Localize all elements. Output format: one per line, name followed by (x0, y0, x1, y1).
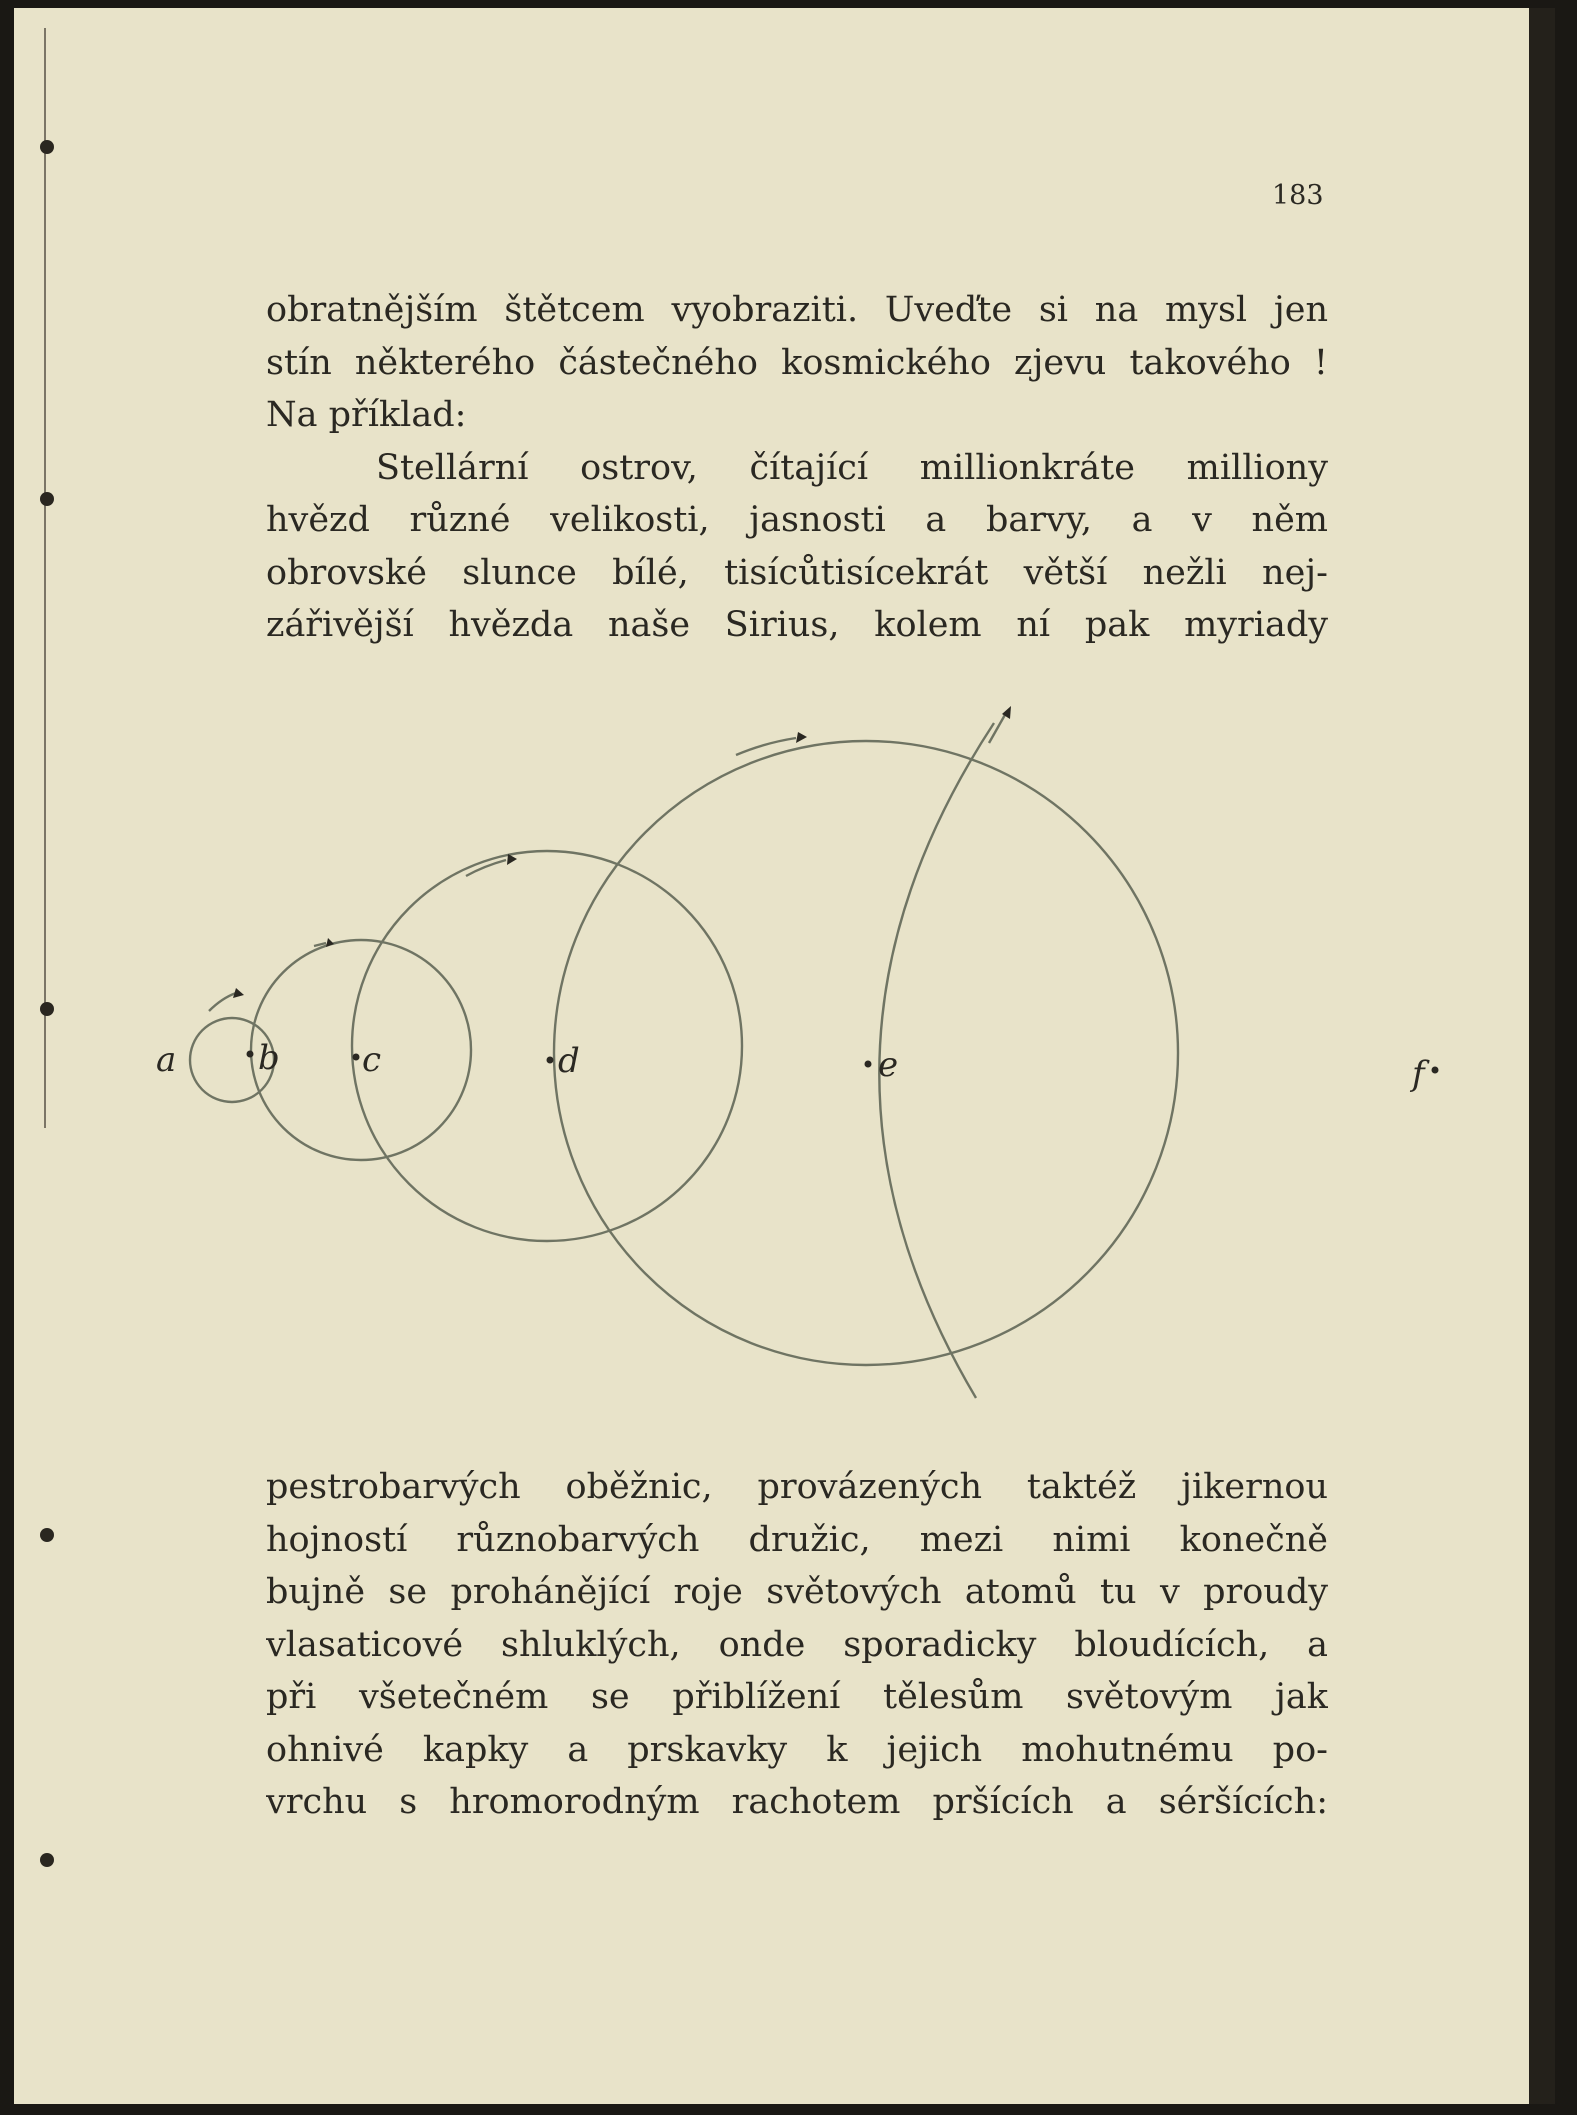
text-line: hvězd různé velikosti, jasnosti a barvy, a v něm (266, 500, 1328, 540)
arrowhead-icon (507, 854, 517, 865)
orbit-arrow-c (466, 860, 506, 876)
arrowhead-icon (233, 988, 244, 998)
text-line: obrovské slunce bílé, tisícůtisícekrát větší nežli nej- (266, 552, 1328, 593)
center-dot-b (247, 1051, 254, 1058)
text-line: Na příklad: (266, 395, 467, 435)
point-label-b: b (258, 1038, 280, 1078)
page-number: 183 (1272, 180, 1324, 211)
orbit-arrow-d (736, 738, 796, 755)
text-line: Stellární ostrov, čítající millionkráte milliony (376, 447, 1328, 488)
point-label-e: e (878, 1045, 899, 1085)
text-line: ohnivé kapky a prskavky k jejich mohutnému po- (266, 1729, 1328, 1770)
binding-thread-mark (40, 1853, 54, 1867)
text-line: bujně se prohánějící roje světových atomů tu v proudy (266, 1572, 1328, 1612)
text-line: vlasaticové shluklých, onde sporadicky bloudících, a (266, 1624, 1328, 1665)
point-label-c: c (362, 1040, 382, 1080)
binding-thread-mark (40, 1528, 54, 1542)
center-dot-f (1432, 1067, 1439, 1074)
orbit-circle-c (352, 851, 742, 1241)
arrowhead-icon (796, 732, 807, 743)
text-line: pestrobarvých oběžnic, provázených taktéž jikernou (266, 1467, 1328, 1507)
orbit-circle-b (251, 940, 471, 1160)
text-line: zářivější hvězda naše Sirius, kolem ní pak myriady (266, 605, 1328, 645)
text-line: hojností různobarvých družic, mezi nimi konečně (266, 1519, 1328, 1560)
point-label-a: a (156, 1040, 177, 1080)
orbit-arrow-a (209, 993, 236, 1011)
point-label-f: f (1412, 1054, 1425, 1094)
orbit-diagram (14, 8, 1555, 1448)
text-line: obratnějším štětcem vyobraziti. Uveďte si na mysl jen (266, 290, 1328, 330)
paragraph-bottom (266, 1461, 1328, 1829)
center-dot-c (353, 1054, 360, 1061)
text-line: při všetečném se přiblížení tělesům světovým jak (266, 1677, 1328, 1717)
book-page (14, 8, 1555, 2104)
orbit-circle-d (554, 741, 1178, 1365)
center-dot-d (547, 1057, 554, 1064)
point-label-d: d (558, 1041, 580, 1081)
text-line: stín některého částečného kosmického zjevu takového ! (266, 342, 1328, 383)
center-dot-e (865, 1061, 872, 1068)
text-line: vrchu s hromorodným rachotem pršících a séršících: (266, 1782, 1328, 1822)
